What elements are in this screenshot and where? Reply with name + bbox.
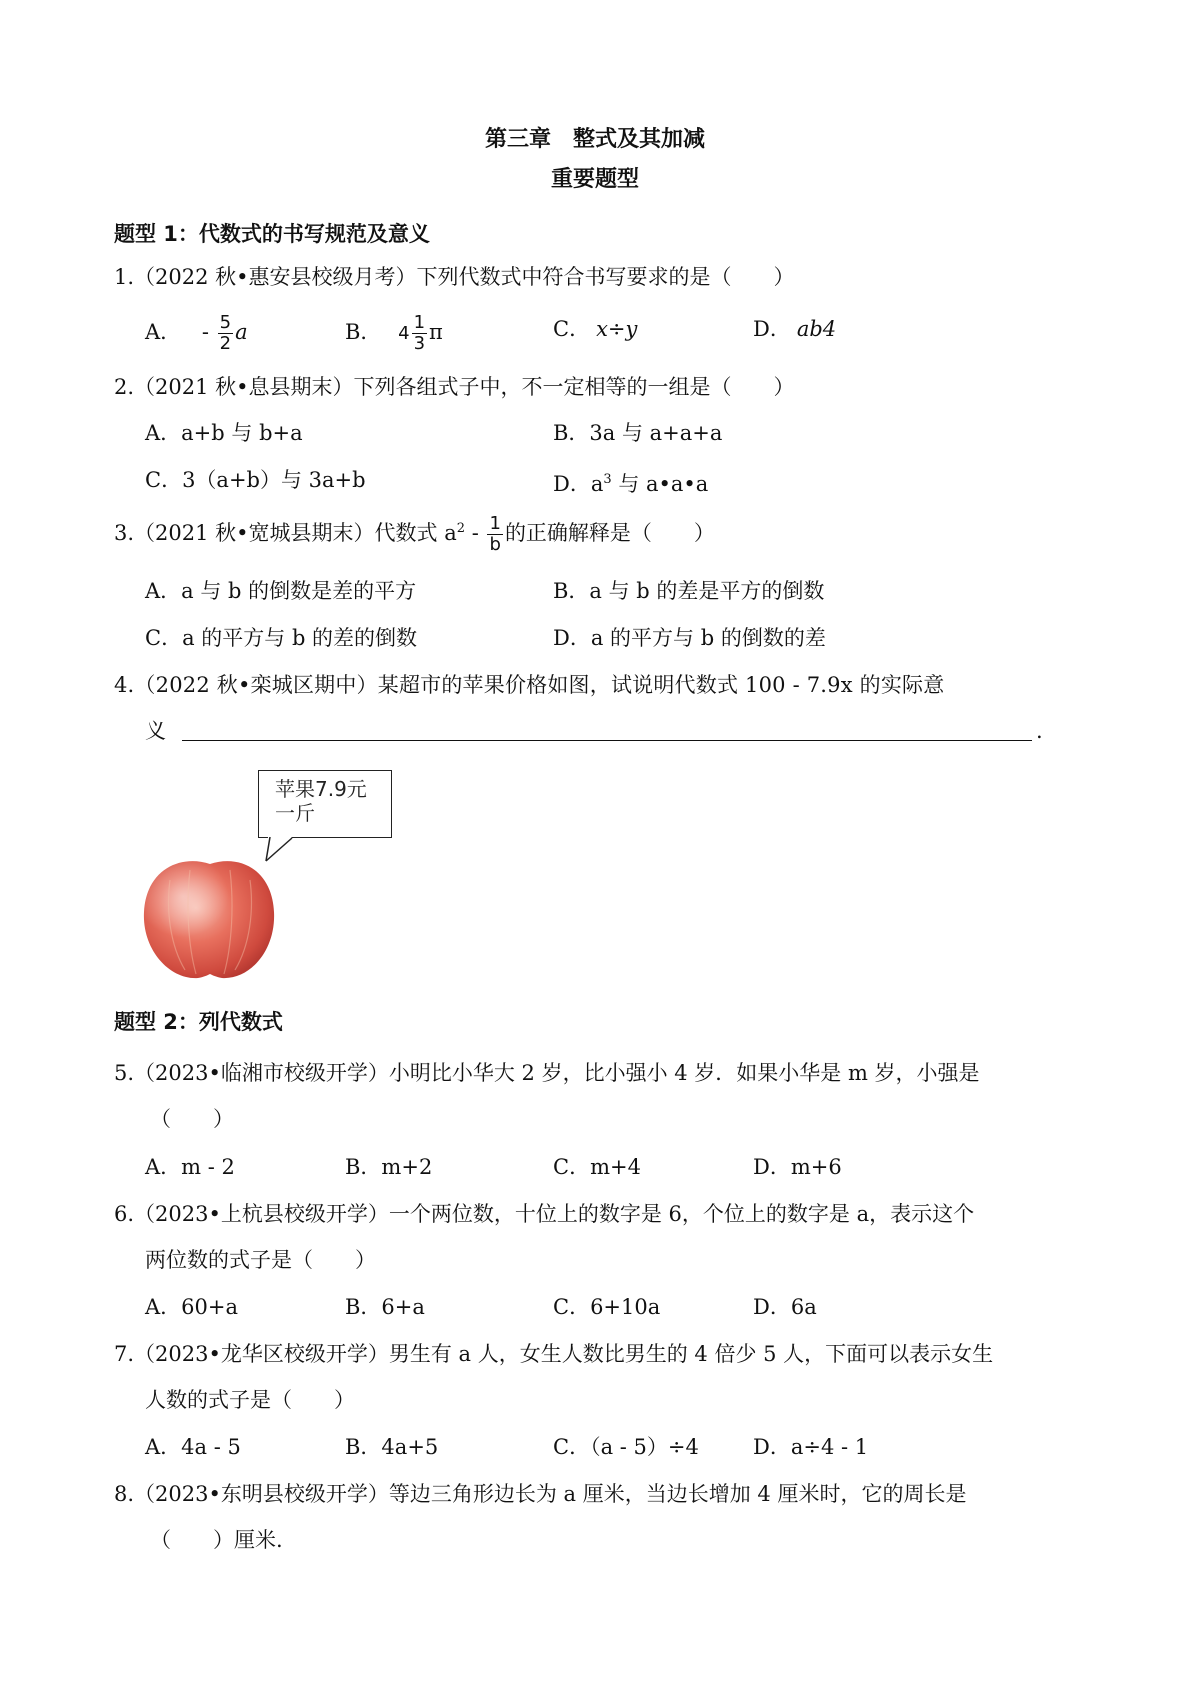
fraction: $\frac{1}{3}$: [413, 312, 426, 354]
question-2-option-b: B．3a 与 a+a+a: [553, 421, 723, 445]
question-5-option-a: A．m - 2: [145, 1155, 235, 1179]
question-5-option-b: B．m+2: [345, 1155, 433, 1179]
question-1-option-b: B． 4 $\frac{1}{3}$ π: [345, 312, 443, 354]
question-7-stem: 7.（2023•龙华区校级开学）男生有 a 人，女生人数比男生的 4 倍少 5 人，下面可以表示女生: [114, 1342, 994, 1366]
section-heading-2: 题型 2：列代数式: [114, 1010, 283, 1034]
question-5-option-c: C．m+4: [553, 1155, 641, 1179]
question-1-option-a: A． - $\frac{5}{2}$ a: [145, 312, 248, 354]
bubble-text-line2: 一斤: [275, 801, 315, 825]
question-4-stem-cont: 义: [145, 719, 166, 743]
question-2-option-d: D．$a^3$ 与 a•a•a: [553, 472, 709, 496]
question-3-option-d: D．a 的平方与 b 的倒数的差: [553, 626, 826, 650]
question-1-stem: 1.（2022 秋•惠安县校级月考）下列代数式中符合书写要求的是（ ）: [114, 265, 795, 289]
price-speech-bubble: [258, 770, 392, 838]
question-5-option-d: D．m+6: [753, 1155, 842, 1179]
question-3-stem: 3.（2021 秋•宽城县期末）代数式 $a^2$ - $\frac{1}{b}$ 的正确解释是（ ）: [114, 513, 715, 555]
question-5-stem-cont: （ ）: [150, 1107, 234, 1131]
page-subtitle: 重要题型: [550, 167, 639, 192]
question-7-option-c: C．（a - 5）÷4: [553, 1435, 699, 1459]
question-6-stem-cont: 两位数的式子是（ ）: [145, 1248, 376, 1272]
page-title: 第三章 整式及其加减: [484, 127, 705, 152]
question-3-option-c: C．a 的平方与 b 的差的倒数: [145, 626, 418, 650]
bubble-text-line1: 苹果7.9元: [275, 777, 367, 801]
question-6-option-a: A．60+a: [145, 1295, 239, 1319]
question-6-option-b: B．6+a: [345, 1295, 425, 1319]
question-7-option-a: A．4a - 5: [145, 1435, 241, 1459]
question-2-stem: 2.（2021 秋•息县期末）下列各组式子中，不一定相等的一组是（ ）: [114, 375, 795, 399]
question-2-option-c: C．3（a+b）与 3a+b: [145, 468, 366, 492]
fraction: $\frac{5}{2}$: [219, 312, 232, 354]
section-heading-1: 题型 1：代数式的书写规范及意义: [114, 222, 430, 246]
fraction: $\frac{1}{b}$: [489, 513, 501, 555]
question-7-option-b: B．4a+5: [345, 1435, 439, 1459]
question-3-option-b: B．a 与 b 的差是平方的倒数: [553, 579, 825, 603]
question-4-period: .: [1036, 719, 1043, 743]
question-6-stem: 6.（2023•上杭县校级开学）一个两位数，十位上的数字是 6，个位上的数字是 a，表示这个: [114, 1202, 975, 1226]
question-6-option-c: C．6+10a: [553, 1295, 661, 1319]
apple-icon: [140, 850, 280, 985]
question-7-stem-cont: 人数的式子是（ ）: [145, 1388, 355, 1412]
question-4-stem: 4.（2022 秋•栾城区期中）某超市的苹果价格如图，试说明代数式 100 - 7.9x 的实际意: [114, 673, 945, 697]
question-5-stem: 5.（2023•临湘市校级开学）小明比小华大 2 岁，比小强小 4 岁．如果小华是 m 岁，小强是: [114, 1061, 980, 1085]
question-1-option-d: D． ab4: [753, 317, 837, 341]
question-2-option-a: A．a+b 与 b+a: [145, 421, 303, 445]
question-8-stem: 8.（2023•东明县校级开学）等边三角形边长为 a 厘米，当边长增加 4 厘米时，它的周长是: [114, 1482, 967, 1506]
answer-blank[interactable]: [182, 740, 1032, 741]
question-1-option-c: C． x÷y: [553, 317, 638, 341]
question-7-option-d: D．a÷4 - 1: [753, 1435, 869, 1459]
question-3-option-a: A．a 与 b 的倒数是差的平方: [145, 579, 417, 603]
question-6-option-d: D．6a: [753, 1295, 817, 1319]
question-8-stem-cont: （ ）厘米.: [150, 1528, 283, 1552]
